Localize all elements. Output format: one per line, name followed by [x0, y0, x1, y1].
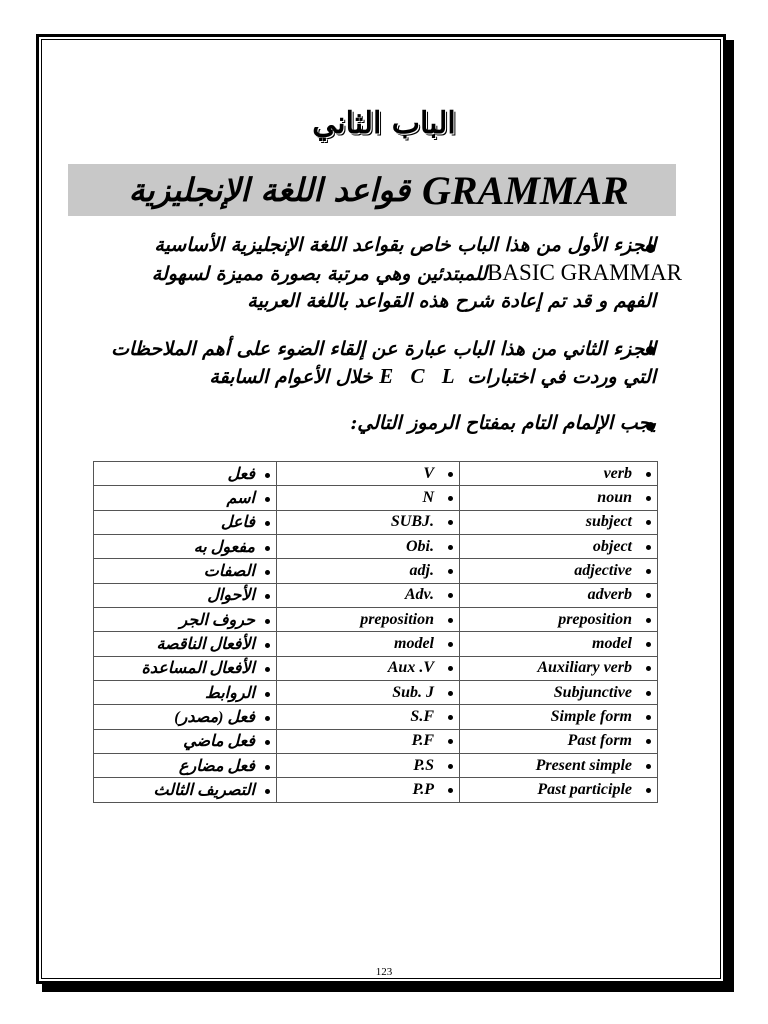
paragraph-2-latin: E C L: [379, 364, 461, 388]
table-row: [94, 535, 658, 559]
abbreviation-text: preposition: [360, 610, 434, 628]
bullet-dot: [448, 666, 453, 671]
abbreviation-text: P.S: [413, 756, 434, 774]
arabic-term-text: الأفعال الناقصة: [156, 636, 255, 654]
bullet-dot: [448, 520, 453, 525]
english-term-text: verb: [603, 464, 632, 482]
abbreviation-cell: [277, 535, 460, 559]
bullet-dot: [265, 521, 270, 526]
bullet-dot: [265, 497, 270, 502]
arabic-term-cell: [94, 535, 277, 559]
bullet-dot: [448, 472, 453, 477]
bullet-dot: [448, 593, 453, 598]
bullet-dot: [448, 788, 453, 793]
arabic-term-text: مفعول به: [193, 538, 255, 556]
arabic-term-cell: [94, 632, 277, 656]
english-term-cell: [460, 729, 658, 753]
english-term-cell: [460, 681, 658, 705]
arabic-term-cell: [94, 681, 277, 705]
english-term-text: Present simple: [535, 756, 632, 774]
bullet-dot: [646, 496, 651, 501]
abbreviation-cell: [277, 632, 460, 656]
english-term-cell: [460, 656, 658, 680]
english-term-cell: [460, 559, 658, 583]
bullet-dot: [265, 765, 270, 770]
abbreviation-text: model: [394, 635, 434, 653]
english-term-cell: [460, 535, 658, 559]
bullet-dot: [448, 496, 453, 501]
paragraph-3-line-1: يجب الإلمام التام بمفتاح الرموز التالي:: [350, 412, 656, 434]
bullet-dot: [646, 739, 651, 744]
abbreviation-text: adj.: [409, 562, 434, 580]
bullet-dot: [646, 715, 651, 720]
bullet-dot: [448, 569, 453, 574]
english-term-text: preposition: [558, 610, 632, 628]
table-row: [94, 729, 658, 753]
bullet-dot: [646, 764, 651, 769]
bullet-dot: [265, 716, 270, 721]
abbreviation-cell: [277, 778, 460, 802]
page-number: 123: [375, 966, 393, 978]
english-term-text: subject: [585, 513, 632, 531]
english-term-text: model: [592, 635, 632, 653]
bullet-dot: [265, 473, 270, 478]
paragraph-3: [66, 410, 656, 437]
arabic-term-cell: [94, 486, 277, 510]
arabic-term-text: فاعل: [220, 514, 255, 532]
english-term-text: adverb: [587, 586, 632, 604]
english-term-cell: [460, 705, 658, 729]
bullet-dot: [646, 569, 651, 574]
paragraph-1: [66, 232, 682, 315]
abbreviation-text: SUBJ.: [390, 513, 434, 531]
symbols-table: [93, 461, 658, 803]
english-term-text: Subjunctive: [553, 683, 632, 701]
bullet-dot: [646, 618, 651, 623]
table-row: [94, 656, 658, 680]
table-row: [94, 778, 658, 802]
abbreviation-cell: [277, 754, 460, 778]
title-arabic: قواعد اللغة الإنجليزية: [128, 171, 410, 209]
abbreviation-cell: [277, 559, 460, 583]
bullet-dot: [646, 788, 651, 793]
abbreviation-text: Obi.: [406, 537, 434, 555]
arabic-term-cell: [94, 754, 277, 778]
chapter-title: الباب الثاني: [312, 106, 456, 141]
arabic-term-cell: [94, 729, 277, 753]
bullet-dot: [448, 715, 453, 720]
abbreviation-cell: [277, 705, 460, 729]
abbreviation-cell: [277, 510, 460, 534]
bullet-dot: [646, 593, 651, 598]
table-row: [94, 462, 658, 486]
paragraph-2-line-1: الجزء الثاني من هذا الباب عبارة عن إلقاء الضوء على أهم الملاحظات: [111, 338, 656, 360]
abbreviation-text: S.F: [410, 708, 434, 726]
english-term-text: Past participle: [537, 781, 632, 799]
abbreviation-text: V: [423, 464, 434, 482]
arabic-term-text: فعل (مصدر): [174, 709, 255, 727]
paragraph-2-line-2-before: التي وردت في اختبارات: [467, 366, 656, 388]
bullet-dot: [646, 691, 651, 696]
bullet-dot: [265, 570, 270, 575]
table-row: [94, 632, 658, 656]
paragraph-2-line-2-after: خلال الأعوام السابقة: [209, 366, 373, 388]
paragraph-2-line-2: [66, 363, 656, 391]
table-row: [94, 705, 658, 729]
arabic-term-text: فعل: [227, 465, 255, 483]
english-term-cell: [460, 486, 658, 510]
bullet-dot: [265, 667, 270, 672]
abbreviation-text: P.F: [411, 732, 434, 750]
bullet-dot: [448, 618, 453, 623]
paragraph-2: [66, 336, 656, 391]
arabic-term-text: الأفعال المساعدة: [141, 660, 255, 678]
english-term-cell: [460, 778, 658, 802]
abbreviation-cell: [277, 583, 460, 607]
english-term-cell: [460, 754, 658, 778]
abbreviation-text: Sub. J: [392, 683, 434, 701]
table-row: [94, 510, 658, 534]
bullet-dot: [265, 789, 270, 794]
arabic-term-text: اسم: [226, 490, 255, 508]
paragraph-1-line-3: الفهم و قد تم إعادة شرح هذه القواعد باللغة العربية: [247, 290, 656, 312]
bullet-dot: [646, 520, 651, 525]
abbreviation-cell: [277, 656, 460, 680]
paragraph-1-line-2: [66, 259, 682, 288]
abbreviation-cell: [277, 486, 460, 510]
paragraph-1-latin: BASIC GRAMMAR: [487, 260, 682, 285]
abbreviation-cell: [277, 608, 460, 632]
abbreviation-text: Aux .V: [387, 659, 434, 677]
english-term-cell: [460, 583, 658, 607]
english-term-text: Past form: [567, 732, 632, 750]
arabic-term-text: التصريف الثالث: [153, 782, 255, 800]
table-row: [94, 583, 658, 607]
arabic-term-cell: [94, 462, 277, 486]
arabic-term-text: الروابط: [205, 684, 255, 702]
abbreviation-cell: [277, 729, 460, 753]
bullet-dot: [646, 472, 651, 477]
bullet-dot: [265, 619, 270, 624]
abbreviation-text: Adv.: [404, 586, 434, 604]
abbreviation-text: N: [422, 489, 434, 507]
english-term-text: noun: [597, 489, 632, 507]
bullet-dot: [265, 546, 270, 551]
bullet-dot: [448, 642, 453, 647]
title-english: GRAMMAR: [422, 168, 629, 213]
arabic-term-cell: [94, 559, 277, 583]
arabic-term-text: الأحوال: [207, 587, 255, 605]
arabic-term-cell: [94, 608, 277, 632]
arabic-term-text: حروف الجر: [179, 611, 255, 629]
table-row: [94, 608, 658, 632]
abbreviation-cell: [277, 462, 460, 486]
english-term-text: Auxiliary verb: [537, 659, 632, 677]
arabic-term-cell: [94, 583, 277, 607]
bullet-dot: [448, 739, 453, 744]
arabic-term-cell: [94, 778, 277, 802]
english-term-cell: [460, 462, 658, 486]
bullet-dot: [448, 764, 453, 769]
bullet-dot: [265, 692, 270, 697]
bullet-dot: [265, 740, 270, 745]
arabic-term-cell: [94, 705, 277, 729]
bullet-dot: [265, 643, 270, 648]
bullet-dot: [265, 594, 270, 599]
bullet-dot: [448, 691, 453, 696]
abbreviation-text: P.P: [412, 781, 434, 799]
english-term-text: Simple form: [550, 708, 632, 726]
arabic-term-text: الصفات: [203, 563, 255, 581]
table-row: [94, 486, 658, 510]
symbols-table-body: [94, 462, 658, 803]
bullet-dot: [646, 642, 651, 647]
arabic-term-cell: [94, 656, 277, 680]
arabic-term-text: فعل مضارع: [178, 757, 255, 775]
paragraph-1-line-2-text: للمبتدئين وهي مرتبة بصورة مميزة لسهولة: [151, 263, 488, 285]
abbreviation-cell: [277, 681, 460, 705]
english-term-cell: [460, 510, 658, 534]
bullet-dot: [646, 545, 651, 550]
bullet-dot: [646, 666, 651, 671]
table-row: [94, 681, 658, 705]
english-term-text: adjective: [574, 562, 632, 580]
table-row: [94, 754, 658, 778]
bullet-dot: [448, 545, 453, 550]
arabic-term-text: فعل ماضي: [183, 733, 255, 751]
english-term-cell: [460, 632, 658, 656]
table-row: [94, 559, 658, 583]
english-term-cell: [460, 608, 658, 632]
english-term-text: object: [592, 537, 632, 555]
paragraph-1-line-1: الجزء الأول من هذا الباب خاص بقواعد اللغة الإنجليزية الأساسية: [154, 234, 656, 256]
arabic-term-cell: [94, 510, 277, 534]
